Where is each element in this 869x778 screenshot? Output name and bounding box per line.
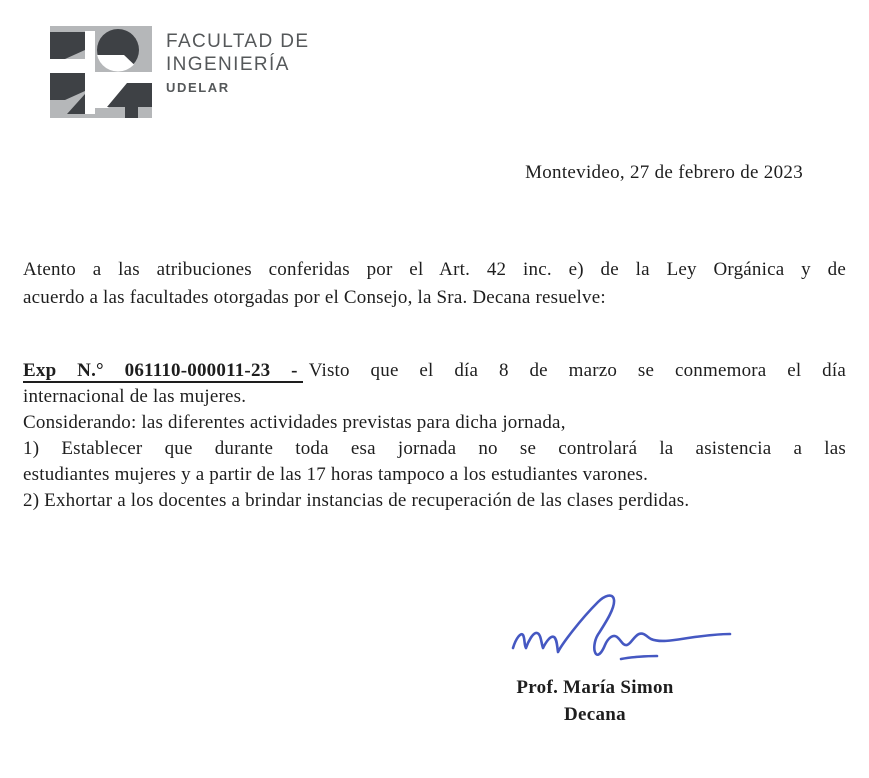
considerando-line: Considerando: las diferentes actividades previstas para dicha jornada, [23, 412, 566, 433]
visto-text-line1: Visto que el día 8 de marzo se conmemora el día [308, 360, 846, 381]
item2-line: 2) Exhortar a los docentes a brindar instancias de recuperación de las clases perdidas. [23, 490, 690, 511]
intro-line2: acuerdo a las facultades otorgadas por el Consejo, la Sra. Decana resuelve: [23, 287, 606, 308]
logo-org-line2: INGENIERÍA [166, 54, 290, 75]
intro-paragraph [23, 256, 846, 312]
visto-text-line2: internacional de las mujeres. [23, 386, 247, 407]
signer-name: Prof. María Simon [516, 677, 674, 698]
item1-line1: 1) Establecer que durante toda esa jornada no se controlará la asistencia a las [23, 438, 846, 459]
signature-block [455, 674, 735, 728]
logo-org-sub: UDELAR [166, 80, 230, 95]
signer-title: Decana [564, 704, 626, 725]
intro-line1: Atento a las atribuciones conferidas por el Art. 42 inc. e) de la Ley Orgánica y de [23, 259, 846, 280]
facultad-ingenieria-logo-icon [50, 26, 152, 118]
date-line: Montevideo, 27 de febrero de 2023 [525, 162, 803, 183]
logo-wordmark [166, 30, 310, 96]
resolution-body [23, 358, 846, 514]
exp-visto-line1 [23, 358, 846, 384]
exp-number-label: Exp N.° 061110-000011-23 - [23, 360, 303, 383]
handwritten-signature-icon [510, 588, 750, 668]
item1-line2: estudiantes mujeres y a partir de las 17 horas tampoco a los estudiantes varones. [23, 464, 649, 485]
logo-org-line1: FACULTAD DE [166, 31, 310, 52]
